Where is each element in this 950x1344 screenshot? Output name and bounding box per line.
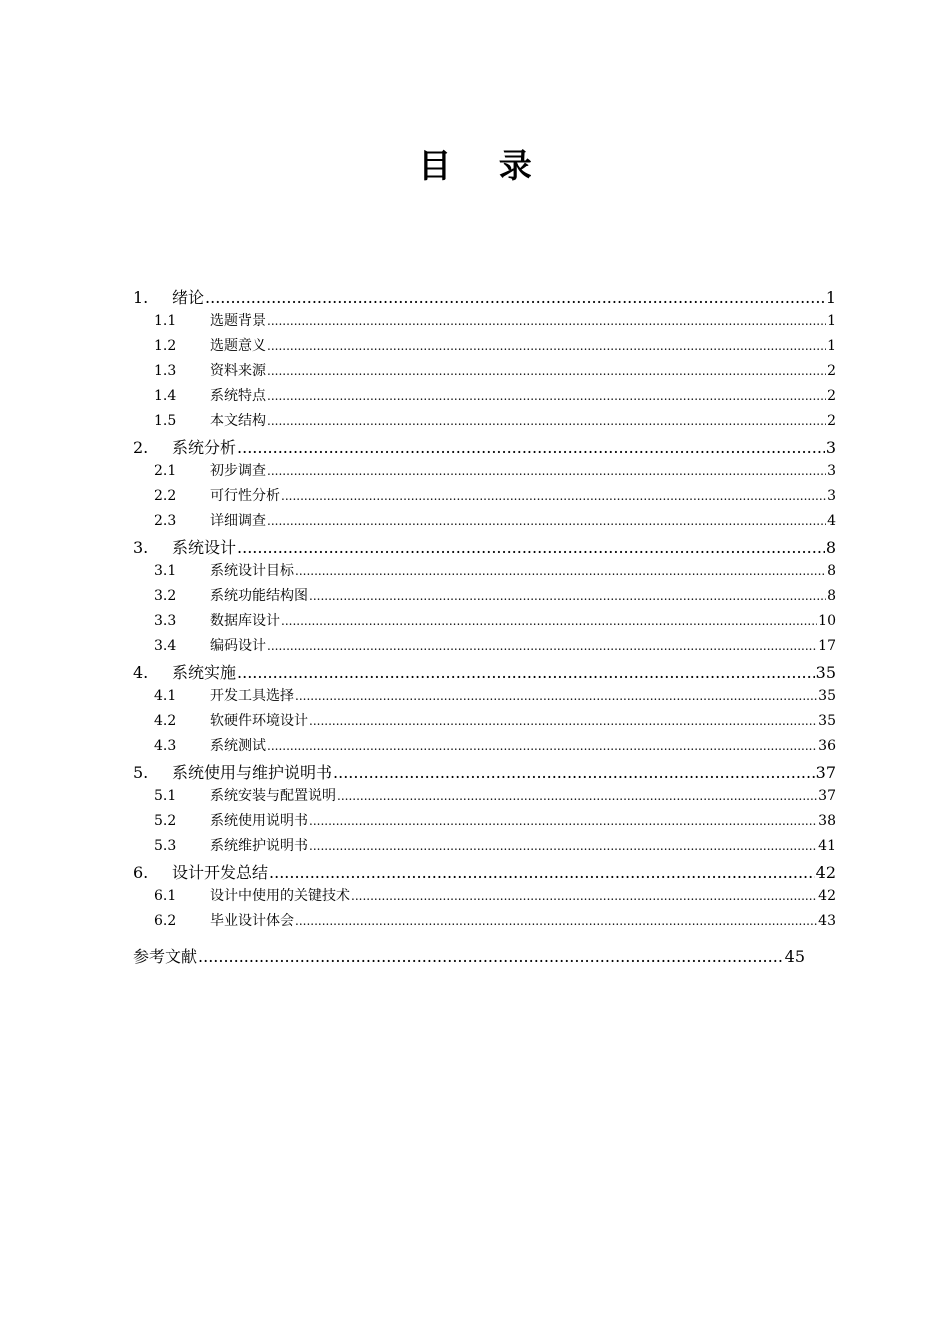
toc-entry-text: 编码设计 [210, 638, 266, 654]
toc-entry-text: 资料来源 [210, 363, 266, 379]
toc-section-entry[interactable] [133, 410, 836, 435]
toc-entry-page: 1 [827, 338, 836, 354]
toc-entry-text: 系统使用与维护说明书 [172, 763, 333, 782]
table-of-contents [133, 285, 836, 935]
toc-entry-page: 43 [818, 913, 836, 929]
toc-entry-number: 3.2 [154, 588, 177, 604]
toc-dot-leader [281, 489, 826, 503]
toc-section-entry[interactable] [133, 585, 836, 610]
toc-entry-text: 软硬件环境设计 [210, 713, 308, 729]
toc-entry-page: 3 [827, 463, 836, 479]
toc-entry-text: 绪论 [172, 288, 205, 307]
toc-dot-leader [267, 739, 817, 753]
toc-dot-leader [295, 564, 826, 578]
toc-entry-page: 35 [818, 688, 836, 704]
toc-entry-text: 开发工具选择 [210, 688, 294, 704]
toc-chapter-entry[interactable] [133, 760, 836, 785]
toc-entry-page: 42 [818, 888, 836, 904]
toc-chapter-entry[interactable] [133, 860, 836, 885]
toc-entry-page: 42 [815, 863, 836, 882]
toc-section-entry[interactable] [133, 610, 836, 635]
toc-entry-number: 1.2 [154, 338, 177, 354]
toc-entry-page: 10 [818, 613, 836, 629]
toc-entry-number: 4. [133, 663, 149, 682]
toc-dot-leader [281, 614, 817, 628]
toc-entry-text: 初步调查 [210, 463, 266, 479]
toc-entry-text: 毕业设计体会 [210, 913, 294, 929]
toc-entry-page: 38 [818, 813, 836, 829]
toc-entry-number: 2.3 [154, 513, 177, 529]
toc-entry-number: 5.1 [154, 788, 177, 804]
toc-dot-leader [267, 389, 826, 403]
toc-chapter-entry[interactable] [133, 660, 836, 685]
toc-entry-text: 系统设计目标 [210, 563, 294, 579]
toc-dot-leader [309, 714, 817, 728]
toc-section-entry[interactable] [133, 785, 836, 810]
toc-chapter-entry[interactable] [133, 285, 836, 310]
toc-section-entry[interactable] [133, 885, 836, 910]
toc-chapter-entry[interactable] [133, 535, 836, 560]
toc-entry-text: 数据库设计 [210, 613, 280, 629]
toc-entry-page: 35 [818, 713, 836, 729]
toc-entry-number: 1.3 [154, 363, 177, 379]
toc-entry-text: 设计中使用的关键技术 [210, 888, 350, 904]
toc-entry-page: 37 [815, 763, 836, 782]
toc-entry-number: 3.4 [154, 638, 177, 654]
toc-entry-text: 参考文献 [133, 947, 198, 966]
toc-entry-page: 8 [825, 538, 836, 557]
toc-section-entry[interactable] [133, 385, 836, 410]
toc-entry-text: 可行性分析 [210, 488, 280, 504]
toc-entry-number: 3.1 [154, 563, 177, 579]
toc-chapter-entry[interactable] [133, 435, 836, 460]
toc-entry-page: 37 [818, 788, 836, 804]
toc-dot-leader [337, 789, 817, 803]
toc-entry-page: 36 [818, 738, 836, 754]
toc-entry-text: 选题背景 [210, 313, 266, 329]
toc-dot-leader [269, 863, 815, 882]
toc-entry-number: 1.1 [154, 313, 177, 329]
toc-entry-number: 2.2 [154, 488, 177, 504]
toc-section-entry[interactable] [133, 810, 836, 835]
toc-entry-number: 1.5 [154, 413, 177, 429]
toc-entry-number: 6.1 [154, 888, 177, 904]
toc-entry-number: 4.3 [154, 738, 177, 754]
toc-entry-text: 系统测试 [210, 738, 266, 754]
toc-entry-page: 3 [825, 438, 836, 457]
toc-entry-text: 选题意义 [210, 338, 266, 354]
toc-entry-number: 4.2 [154, 713, 177, 729]
toc-entry-text: 系统安装与配置说明 [210, 788, 336, 804]
toc-section-entry[interactable] [133, 460, 836, 485]
toc-entry-number: 4.1 [154, 688, 177, 704]
toc-dot-leader [333, 763, 815, 782]
toc-entry-number: 6.2 [154, 913, 177, 929]
toc-entry-page: 17 [818, 638, 836, 654]
toc-section-entry[interactable] [133, 510, 836, 535]
toc-entry-number: 3.3 [154, 613, 177, 629]
toc-entry-text: 系统功能结构图 [210, 588, 308, 604]
toc-entry-number: 5. [133, 763, 149, 782]
toc-dot-leader [267, 639, 817, 653]
toc-dot-leader [198, 947, 784, 966]
toc-section-entry[interactable] [133, 635, 836, 660]
toc-dot-leader [267, 414, 826, 428]
toc-dot-leader [267, 364, 826, 378]
toc-entry-page: 2 [827, 363, 836, 379]
toc-entry-text: 系统维护说明书 [210, 838, 308, 854]
toc-entry-text: 系统分析 [172, 438, 237, 457]
toc-dot-leader [237, 438, 825, 457]
toc-section-entry[interactable] [133, 910, 836, 935]
toc-dot-leader [295, 914, 817, 928]
toc-entry-page: 2 [827, 388, 836, 404]
toc-entry-page: 41 [818, 838, 836, 854]
toc-dot-leader [267, 314, 826, 328]
toc-dot-leader [309, 589, 826, 603]
toc-entry-page: 4 [827, 513, 836, 529]
toc-section-entry[interactable] [133, 685, 836, 710]
toc-entry-page: 1 [827, 313, 836, 329]
toc-section-entry[interactable] [133, 335, 836, 360]
toc-entry-text: 详细调查 [210, 513, 266, 529]
toc-dot-leader [267, 464, 826, 478]
toc-entry-text: 系统特点 [210, 388, 266, 404]
page-title: 目 录 [418, 146, 550, 185]
toc-dot-leader [267, 339, 826, 353]
toc-entry-references[interactable] [133, 944, 805, 969]
toc-entry-number: 2. [133, 438, 149, 457]
toc-entry-page: 1 [825, 288, 836, 307]
toc-section-entry[interactable] [133, 560, 836, 585]
toc-entry-page: 8 [827, 563, 836, 579]
toc-entry-page: 35 [815, 663, 836, 682]
toc-entry-number: 1.4 [154, 388, 177, 404]
toc-entry-text: 本文结构 [210, 413, 266, 429]
toc-entry-text: 系统使用说明书 [210, 813, 308, 829]
toc-section-entry[interactable] [133, 310, 836, 335]
toc-entry-text: 设计开发总结 [172, 863, 269, 882]
toc-section-entry[interactable] [133, 485, 836, 510]
toc-entry-number: 5.2 [154, 813, 177, 829]
toc-entry-text: 系统设计 [172, 538, 237, 557]
toc-entry-number: 1. [133, 288, 149, 307]
toc-dot-leader [205, 288, 825, 307]
toc-entry-page: 45 [784, 947, 805, 966]
toc-dot-leader [295, 689, 817, 703]
toc-dot-leader [309, 839, 817, 853]
toc-entry-number: 2.1 [154, 463, 177, 479]
toc-dot-leader [267, 514, 826, 528]
toc-entry-page: 2 [827, 413, 836, 429]
toc-dot-leader [309, 814, 817, 828]
toc-dot-leader [237, 538, 825, 557]
toc-entry-page: 3 [827, 488, 836, 504]
toc-section-entry[interactable] [133, 710, 836, 735]
toc-section-entry[interactable] [133, 360, 836, 385]
toc-entry-text: 系统实施 [172, 663, 237, 682]
toc-dot-leader [351, 889, 817, 903]
toc-dot-leader [237, 663, 815, 682]
toc-entry-number: 6. [133, 863, 149, 882]
toc-section-entry[interactable] [133, 735, 836, 760]
toc-entry-page: 8 [827, 588, 836, 604]
toc-entry-number: 5.3 [154, 838, 177, 854]
toc-section-entry[interactable] [133, 835, 836, 860]
toc-entry-number: 3. [133, 538, 149, 557]
